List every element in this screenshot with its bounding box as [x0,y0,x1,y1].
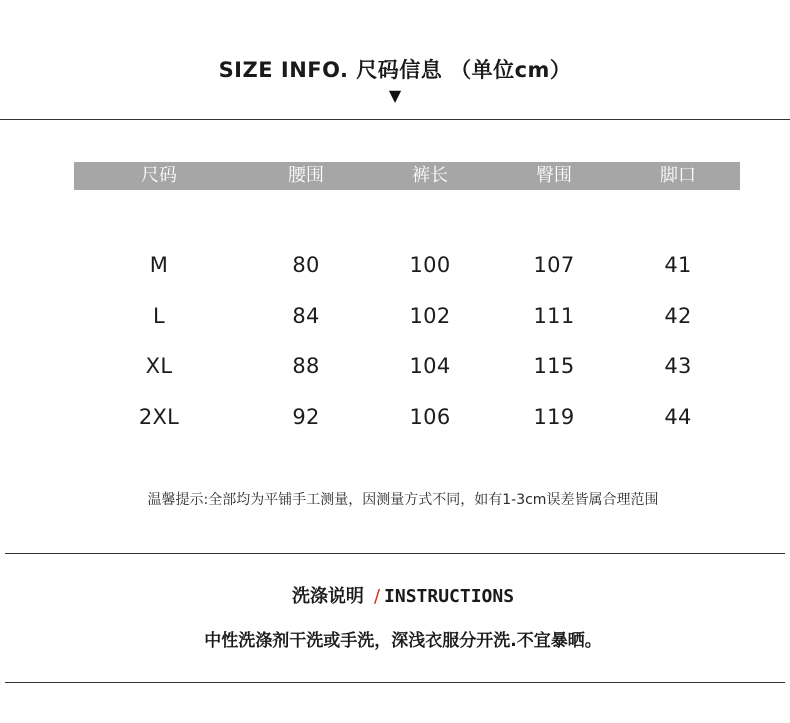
cell-size: L [153,303,165,328]
cell-size: M [149,253,169,278]
cell-length: 106 [409,404,451,429]
cell-waist: 88 [292,354,320,379]
header-length: 裤长 [412,165,448,186]
table-row [74,240,740,291]
header-size: 尺码 [141,165,177,186]
cell-hip: 107 [533,253,575,278]
cell-hem: 41 [664,253,692,278]
table-row [74,291,740,342]
cell-hip: 111 [533,303,575,328]
header-waist: 腰围 [288,165,324,186]
instructions-slash: / [373,586,381,607]
cell-hem: 43 [664,354,692,379]
cell-waist: 84 [292,303,320,328]
instructions-heading-en: INSTRUCTIONS [384,586,515,607]
header-hip: 臀围 [536,165,572,186]
cell-hip: 119 [533,404,575,429]
table-row [74,392,740,443]
divider-bottom [5,682,785,683]
cell-length: 104 [409,354,451,379]
cell-hip: 115 [533,354,575,379]
cell-size: XL [145,354,173,379]
size-table-body [74,240,740,442]
table-row [74,341,740,392]
wash-instructions-text: 中性洗涤剂干洗或手洗，深浅衣服分开洗.不宜暴晒。 [204,631,602,651]
measurement-note: 温馨提示:全部均为平铺手工测量，因测量方式不同，如有1-3cm误差皆属合理范围 [147,492,659,508]
instructions-heading [0,582,790,608]
down-arrow-icon: ▼ [388,86,402,105]
divider-top [0,119,790,120]
header-hem: 脚口 [660,165,696,186]
cell-size: 2XL [138,404,180,429]
cell-hem: 42 [664,303,692,328]
size-table-header [74,162,740,190]
divider-middle [5,553,785,554]
cell-length: 100 [409,253,451,278]
page-title: SIZE INFO. 尺码信息 （单位cm） [218,58,572,82]
instructions-heading-cn: 洗涤说明 [291,586,364,607]
cell-hem: 44 [664,404,692,429]
cell-waist: 92 [292,404,320,429]
cell-waist: 80 [292,253,320,278]
cell-length: 102 [409,303,451,328]
